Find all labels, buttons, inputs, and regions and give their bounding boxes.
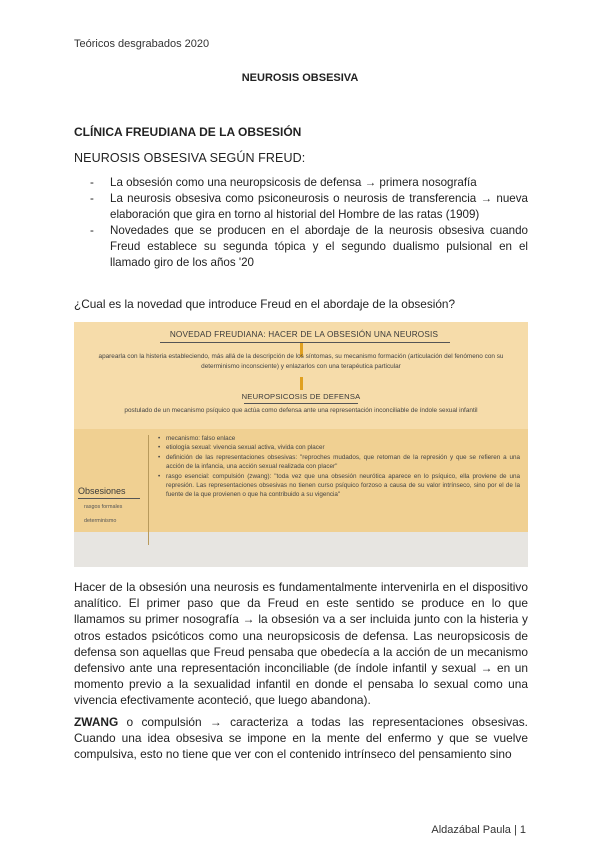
question: ¿Cual es la novedad que introduce Freud en el abordaje de la obsesión? bbox=[74, 297, 456, 311]
figure-bullet-list bbox=[158, 434, 520, 500]
list-item: - Novedades que se producen en el abordaje de la neurosis obsesiva cuando Freud establece su segunda tópica y el segundo dualismo pulsional en el llamado giro de los años '20 bbox=[90, 223, 528, 271]
figure-bottom-panel bbox=[74, 532, 528, 567]
figure-list-item: • mecanismo: falso enlace bbox=[158, 434, 520, 443]
paragraph-body: Hacer de la obsesión una neurosis es fundamentalmente intervenirla en el dispositivo analítico. El primer paso que da Freud en este sentido se produce en lo que llamamos su primer nosografía → la obsesión va a ser incluida junto con la histeria y otros estados psicóticos como una neuropsicosis de defensa. Las neuropsicosis de defensa son aquellas que Freud pensaba que obedecía a la acción de un mecanismo defensivo ante una representación inconciliable (de índole infantil y sexual → en un momento previo a la sexualidad infantil en donde el pensaba lo sexual como una vivencia efectivamente aconteció, que luego abandona). bbox=[74, 580, 528, 708]
bullet-list bbox=[90, 175, 528, 271]
figure-obsesiones-label: Obsesiones bbox=[78, 486, 126, 496]
figure-list-item: • rasgo esencial: compulsión (zwang): "toda vez que una obsesión neurótica aparece en lo psíquico, ella proviene de una represión. Las representaciones obsesivas no tienen curso psíquico forzoso a causa de su valor intrínseco, sino por el de la fuente de la que provienen o que ha contribuido a su vigencia" bbox=[158, 472, 520, 500]
figure-list-item: • etiología sexual: vivencia sexual activa, vivida con placer bbox=[158, 443, 520, 452]
list-item: - La neurosis obsesiva como psiconeurosis o neurosis de transferencia → nueva elaboración que gira en torno al historial del Hombre de las ratas (1909) bbox=[90, 191, 528, 223]
figure-description-1: aparearla con la histeria estableciendo, más allá de la descripción de los síntomas, su mecanismo formación (articulación del fenómeno con su determinismo inconsciente) y enlazarlos con una terapéutica particular bbox=[98, 353, 504, 370]
document-title: NEUROSIS OBSESIVA bbox=[241, 72, 359, 84]
subheading: NEUROSIS OBSESIVA SEGÚN FREUD: bbox=[74, 151, 306, 165]
paragraph-zwang bbox=[74, 714, 528, 763]
figure-title-novedad: NOVEDAD FREUDIANA: HACER DE LA OBSESIÓN UNA NEUROSIS bbox=[169, 330, 439, 339]
figure-description-2: postulado de un mecanismo psíquico que actúa como defensa ante una representación inconciliable de índole sexual infantil bbox=[124, 407, 478, 414]
zwang-term: ZWANG bbox=[74, 715, 119, 729]
paragraph-zwang-text: o compulsión → caracteriza a todas las representaciones obsesivas. Cuando una idea obsesiva se impone en la mente del enfermo y que se vuelve compulsiva, esto no tiene que ver con el contenido intrínseco del pensamiento sino bbox=[74, 715, 528, 762]
figure-obsesiones-sub: rasgos formales bbox=[84, 504, 123, 510]
page-footer: Aldazábal Paula | 1 bbox=[431, 824, 526, 836]
figure-diagram bbox=[74, 322, 528, 567]
figure-underline bbox=[78, 498, 140, 499]
figure-connector bbox=[300, 377, 303, 390]
figure-divider bbox=[148, 435, 149, 545]
figure-underline bbox=[160, 342, 450, 343]
figure-list-item: • definición de las representaciones obsesivas: "reproches mudados, que retornan de la represión y que se refieren a una acción de la infancia, una acción sexual realizada con placer" bbox=[158, 453, 520, 472]
list-item: - La obsesión como una neuropsicosis de defensa → primera nosografía bbox=[90, 175, 528, 191]
section-title: CLÍNICA FREUDIANA DE LA OBSESIÓN bbox=[74, 125, 302, 139]
figure-obsesiones-sub: determinismo bbox=[84, 518, 117, 524]
figure-underline bbox=[244, 403, 358, 404]
figure-title-neuropsicosis: NEUROPSICOSIS DE DEFENSA bbox=[241, 392, 361, 401]
page-header: Teóricos desgrabados 2020 bbox=[74, 38, 210, 50]
